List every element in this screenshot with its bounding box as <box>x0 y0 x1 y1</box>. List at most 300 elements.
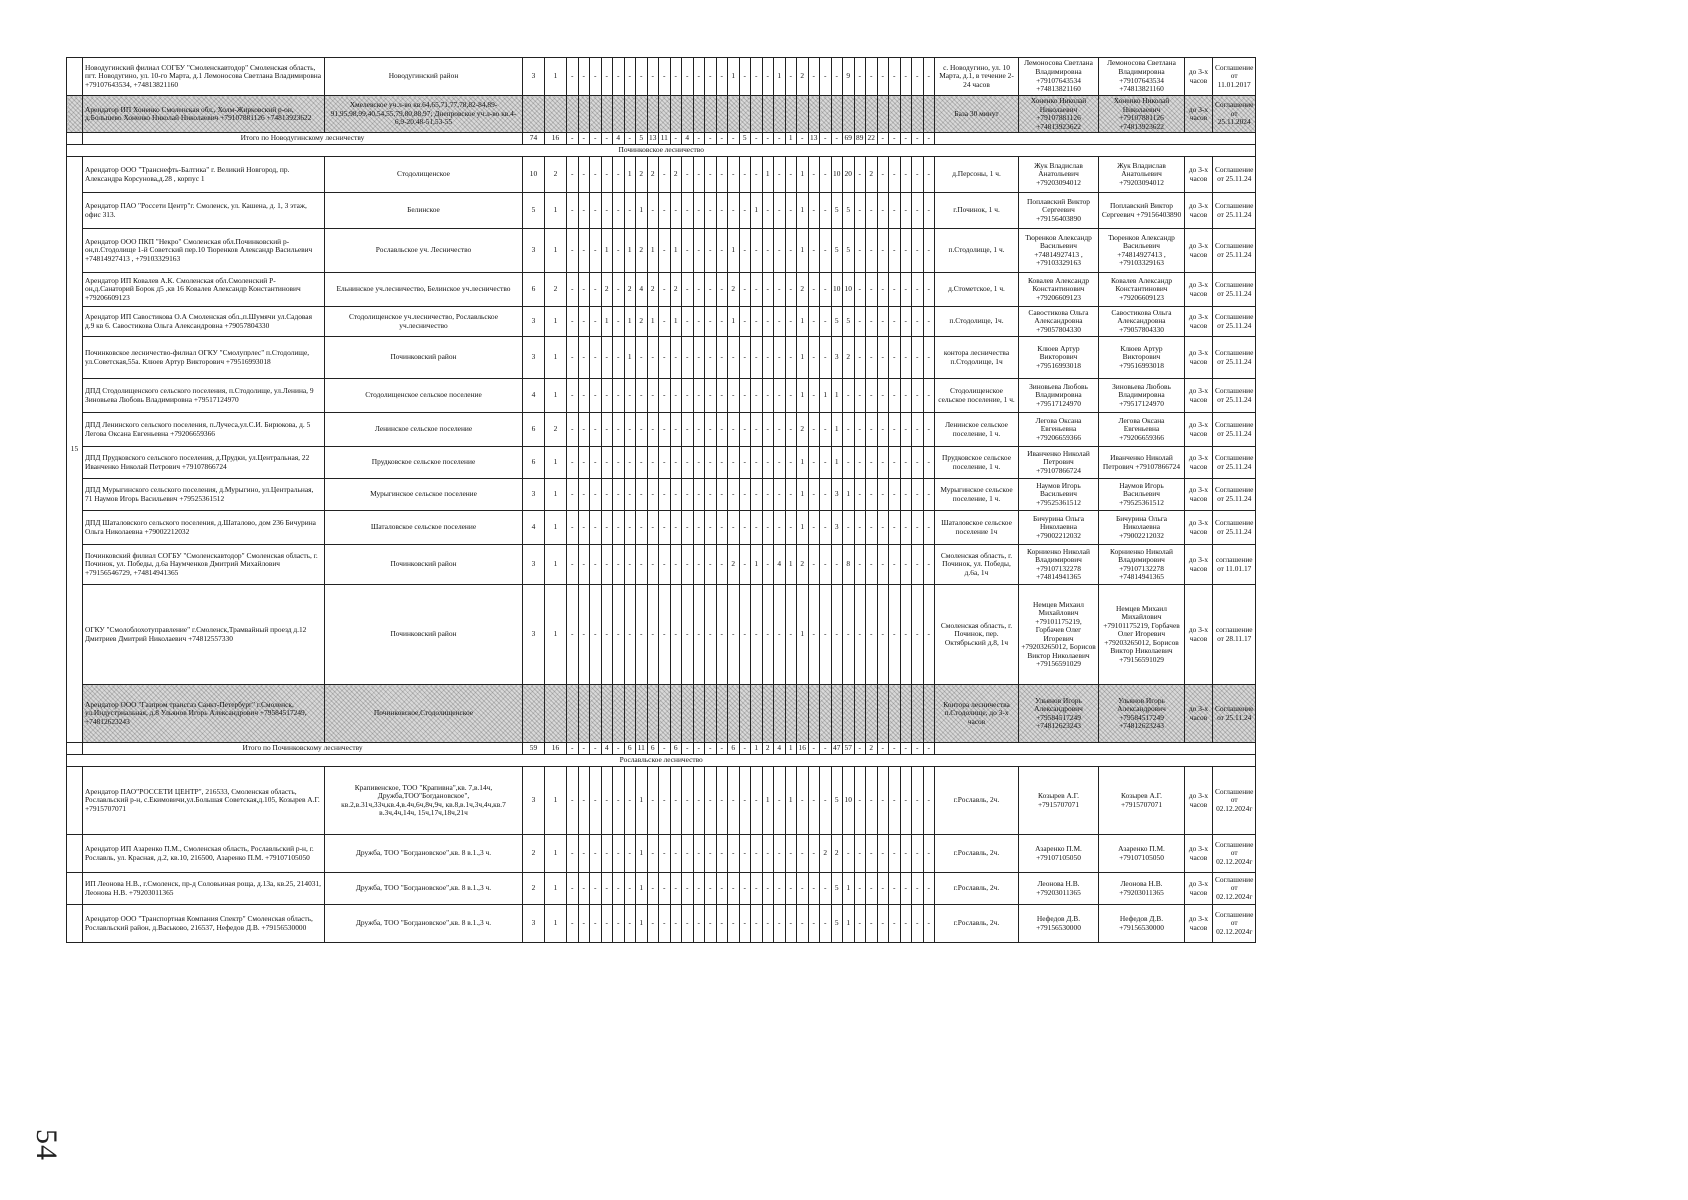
resource-count-cell: - <box>739 905 751 943</box>
arrival-time-cell: до 3-х часов <box>1185 835 1213 873</box>
resource-count-cell: - <box>682 511 694 545</box>
resource-count-cell: - <box>866 58 878 96</box>
resource-count-cell: 2 <box>601 273 613 307</box>
contact-person-cell: Жук Владислав Анатольевич +79203094012 <box>1099 157 1185 193</box>
document-sheet <box>66 57 1256 943</box>
resource-count-cell: - <box>889 835 901 873</box>
resource-count-cell: - <box>705 585 717 685</box>
resource-count-cell: - <box>590 905 602 943</box>
resource-count-cell: 1 <box>797 157 809 193</box>
resource-count-cell: - <box>647 58 659 96</box>
responsible-person-cell: Ковалев Александр Константинович +79206609123 <box>1019 273 1099 307</box>
area-cell: Дружба, ТОО "Богдановское",кв. 8 в.1.,3 ч. <box>325 905 523 943</box>
resource-count-cell: - <box>820 511 832 545</box>
resource-count-cell: - <box>912 157 924 193</box>
total-count-cell: 2 <box>866 743 878 755</box>
resource-count-cell: 6 <box>523 413 545 447</box>
arrival-time-cell: до 3-х часов <box>1185 307 1213 337</box>
area-cell: Дружба, ТОО "Богдановское",кв. 8 в.1.,3 ч. <box>325 835 523 873</box>
resource-count-cell: - <box>866 873 878 905</box>
resource-count-cell: 3 <box>831 337 843 379</box>
resource-count-cell: 2 <box>843 337 855 379</box>
resource-count-cell: - <box>659 157 671 193</box>
resource-count-cell: - <box>877 905 889 943</box>
resource-count-cell: - <box>693 511 705 545</box>
row-number-cell <box>67 873 83 905</box>
resource-count-cell: - <box>659 479 671 511</box>
resource-count-cell: - <box>877 585 889 685</box>
resource-count-cell: 1 <box>636 873 648 905</box>
resource-count-cell: - <box>900 58 912 96</box>
resource-count-cell: 3 <box>523 229 545 273</box>
resource-count-cell: - <box>636 585 648 685</box>
resource-count-cell: 10 <box>831 273 843 307</box>
resource-count-cell: - <box>613 157 625 193</box>
contact-person-cell: Клюев Артур Викторович +79516993018 <box>1099 337 1185 379</box>
resource-count-cell: - <box>613 479 625 511</box>
total-count-cell: - <box>900 743 912 755</box>
table-row <box>67 157 1256 193</box>
resource-count-cell: - <box>751 447 763 479</box>
resource-count-cell <box>831 685 843 743</box>
organization-cell: ДПД Мурыгинского сельского поселения, д.Мурыгино, ул.Центральная, 71 Наумов Игорь Васильевич +79525361512 <box>83 479 325 511</box>
location-cell: д.Персоны, 1 ч. <box>935 157 1019 193</box>
resource-count-cell: - <box>866 905 878 943</box>
resource-count-cell: - <box>774 447 786 479</box>
resource-count-cell: - <box>854 193 866 229</box>
organization-cell: Арендатор ИП Ковалев А.К. Смоленская обл.Смоленский Р-он,д.Санаторий Борок д5 ,кв 16 Ковалев Александр Константинович +79206609123 <box>83 273 325 307</box>
resource-count-cell: - <box>716 229 728 273</box>
organization-cell: ДПД Ленинского сельского поселения, п.Лучеса,ул.С.И. Бирюкова, д. 5 Легова Оксана Евгеньевна +79206659366 <box>83 413 325 447</box>
resource-count-cell: - <box>601 337 613 379</box>
resource-count-cell: - <box>578 307 590 337</box>
responsible-person-cell: Немцев Михаил Михайлович +79101175219, Горбачев Олег Игоревич +79203265012, Борисов Виктор Николаевич +79156591029 <box>1019 585 1099 685</box>
resource-count-cell: - <box>808 307 820 337</box>
table-row <box>67 873 1256 905</box>
resource-count-cell <box>613 685 625 743</box>
agreement-cell: Соглашение от 11.01.2017 <box>1213 58 1256 96</box>
resource-count-cell <box>751 685 763 743</box>
resource-count-cell: - <box>762 413 774 447</box>
resource-count-cell: - <box>624 447 636 479</box>
resource-count-cell: 3 <box>523 905 545 943</box>
responsible-person-cell: Леонова Н.В. +79203011365 <box>1019 873 1099 905</box>
resource-count-cell: - <box>590 229 602 273</box>
resource-count-cell: - <box>877 511 889 545</box>
resource-count-cell: - <box>578 545 590 585</box>
resource-count-cell: - <box>889 379 901 413</box>
resource-count-cell <box>613 96 625 133</box>
resource-count-cell: - <box>624 585 636 685</box>
resource-count-cell: - <box>854 337 866 379</box>
resource-count-cell: - <box>728 157 740 193</box>
responsible-person-cell: Корниенко Николай Владимирович +79107132278 +74814941365 <box>1019 545 1099 585</box>
resource-count-cell: - <box>820 307 832 337</box>
section-title-cell: Починковское лесничество <box>67 145 1256 157</box>
resource-count-cell: - <box>854 835 866 873</box>
resource-count-cell: 2 <box>797 413 809 447</box>
location-cell: г.Рославль, 2ч. <box>935 905 1019 943</box>
resource-count-cell: 5 <box>831 307 843 337</box>
resource-count-cell: - <box>889 511 901 545</box>
resource-count-cell: 5 <box>523 193 545 229</box>
resource-count-cell: - <box>705 193 717 229</box>
total-row <box>67 133 1256 145</box>
resource-count-cell <box>601 685 613 743</box>
area-cell: Стодолищенское <box>325 157 523 193</box>
resource-count-cell: - <box>705 413 717 447</box>
resource-count-cell: - <box>716 447 728 479</box>
resource-count-cell: - <box>728 479 740 511</box>
resource-count-cell <box>647 96 659 133</box>
resource-count-cell: - <box>808 545 820 585</box>
resource-count-cell: - <box>785 273 797 307</box>
contact-person-cell: Хоненко Николай Николаевич +79107881126 +74813923622 <box>1099 96 1185 133</box>
resource-count-cell: 3 <box>523 307 545 337</box>
table-row <box>67 229 1256 273</box>
resource-count-cell: - <box>912 479 924 511</box>
resource-count-cell: - <box>820 905 832 943</box>
resource-count-cell: - <box>624 905 636 943</box>
table-row <box>67 413 1256 447</box>
resource-count-cell: 1 <box>751 193 763 229</box>
row-number-cell <box>67 133 83 145</box>
table-row <box>67 273 1256 307</box>
resource-count-cell: - <box>613 58 625 96</box>
resource-count-cell: - <box>659 873 671 905</box>
resource-count-cell: - <box>716 873 728 905</box>
resource-count-cell: 2 <box>636 307 648 337</box>
resource-count-cell: - <box>889 307 901 337</box>
resource-count-cell: - <box>693 905 705 943</box>
resource-count-cell: - <box>716 545 728 585</box>
resource-count-cell: 4 <box>523 511 545 545</box>
table-row <box>67 585 1256 685</box>
resource-count-cell: - <box>923 873 935 905</box>
resource-count-cell: - <box>808 157 820 193</box>
resource-count-cell: 6 <box>523 447 545 479</box>
resource-count-cell: - <box>693 273 705 307</box>
organization-cell: ИП Леонова Н.В., г.Смоленск, пр-д Соловьиная роща, д.13а, кв.25, 214031, Леонова Н.В. +79203011365 <box>83 873 325 905</box>
resource-count-cell: 20 <box>843 157 855 193</box>
contact-person-cell: Ковалев Александр Константинович +79206609123 <box>1099 273 1185 307</box>
resource-count-cell: - <box>567 767 579 835</box>
resource-count-cell: - <box>785 479 797 511</box>
resource-count-cell: - <box>590 585 602 685</box>
resource-count-cell: 1 <box>797 479 809 511</box>
organization-cell: Арендатор ООО "Газпром трансгаз Санкт-Петербург" г.Смоленск, ул.Индустриальная, д.8 Ульянов Игорь Александрович +79584517249, +74812623243 <box>83 685 325 743</box>
area-cell: Стодолищенское уч.лесничество, Рославльское уч.лесничество <box>325 307 523 337</box>
resource-count-cell: - <box>578 873 590 905</box>
resource-count-cell: 2 <box>728 545 740 585</box>
area-cell: Новодугинский район <box>325 58 523 96</box>
resource-count-cell <box>705 685 717 743</box>
organization-cell: Починковский филиал СОГБУ "Смоленскавтодор" Смоленская область, г. Починок, ул. Победы, д.6а Наумченков Дмитрий Михайлович +79156546729, +74814941365 <box>83 545 325 585</box>
total-count-cell: - <box>705 743 717 755</box>
total-count-cell: - <box>900 133 912 145</box>
resource-count-cell: - <box>751 229 763 273</box>
arrival-time-cell: до 3-х часов <box>1185 767 1213 835</box>
resource-count-cell: - <box>820 545 832 585</box>
total-count-cell: 13 <box>808 133 820 145</box>
resource-count-cell: - <box>774 379 786 413</box>
resource-count-cell: - <box>670 905 682 943</box>
total-count-cell: - <box>659 743 671 755</box>
resource-count-cell: - <box>774 337 786 379</box>
resource-count-cell: - <box>797 767 809 835</box>
agreement-cell: Соглашение от 25.11.24 <box>1213 307 1256 337</box>
resource-count-cell: - <box>716 193 728 229</box>
resource-count-cell: - <box>567 193 579 229</box>
agreement-cell: Соглашение от 02.12.2024г <box>1213 873 1256 905</box>
resource-count-cell: 3 <box>523 337 545 379</box>
resource-count-cell <box>808 96 820 133</box>
organization-cell: Арендатор ООО "Транспортная Компания Спектр" Смоленская область, Рославльский район, д.Васьково, 216537, Нефедов Д.В. +79156530000 <box>83 905 325 943</box>
resource-count-cell: - <box>877 273 889 307</box>
resource-count-cell: - <box>659 447 671 479</box>
resource-count-cell: - <box>716 379 728 413</box>
area-cell: Починковский район <box>325 545 523 585</box>
resource-count-cell: - <box>705 58 717 96</box>
resource-count-cell: - <box>682 307 694 337</box>
resource-count-cell: - <box>739 511 751 545</box>
resource-count-cell: - <box>716 835 728 873</box>
resource-count-cell: - <box>923 767 935 835</box>
resource-count-cell: - <box>866 273 878 307</box>
resource-count-cell: 2 <box>728 273 740 307</box>
resource-count-cell: - <box>659 585 671 685</box>
contact-person-cell: Савостикова Ольга Александровна +79057804330 <box>1099 307 1185 337</box>
area-cell: Стодолищенское сельское поселение <box>325 379 523 413</box>
organization-cell: ДПД Стодолищенского сельского поселения, п.Стодолище, ул.Ленина, 9 Зиновьева Любовь Владимировна +79517124970 <box>83 379 325 413</box>
resource-count-cell: 1 <box>545 379 567 413</box>
resource-count-cell: - <box>900 273 912 307</box>
resource-count-cell: - <box>728 835 740 873</box>
total-count-cell: - <box>728 133 740 145</box>
resource-count-cell: - <box>843 447 855 479</box>
total-count-cell: 1 <box>751 743 763 755</box>
table-row <box>67 905 1256 943</box>
resource-count-cell: - <box>567 511 579 545</box>
contact-person-cell: Немцев Михаил Михайлович +79101175219, Горбачев Олег Игоревич +79203265012, Борисов Виктор Николаевич +79156591029 <box>1099 585 1185 685</box>
resource-count-cell: - <box>647 379 659 413</box>
resource-count-cell <box>831 96 843 133</box>
resource-count-cell: 1 <box>728 58 740 96</box>
resource-count-cell: - <box>854 511 866 545</box>
resource-count-cell: - <box>693 229 705 273</box>
resource-count-cell: 1 <box>797 307 809 337</box>
resource-count-cell: - <box>900 379 912 413</box>
resource-count-cell <box>601 96 613 133</box>
page-number: 54 <box>30 1129 63 1161</box>
resource-count-cell: - <box>854 58 866 96</box>
resource-count-cell: - <box>877 447 889 479</box>
resource-count-cell: - <box>808 767 820 835</box>
resource-count-cell: - <box>670 511 682 545</box>
resource-count-cell: - <box>728 511 740 545</box>
agreement-cell: Соглашение от 25.11.2024 <box>1213 96 1256 133</box>
area-cell: Мурыгинское сельское поселение <box>325 479 523 511</box>
resource-count-cell: - <box>739 835 751 873</box>
location-cell: д.Стометское, 1 ч. <box>935 273 1019 307</box>
resource-count-cell: - <box>762 58 774 96</box>
resource-count-cell: - <box>820 585 832 685</box>
resource-count-cell: - <box>866 193 878 229</box>
resource-count-cell: - <box>682 767 694 835</box>
resource-count-cell: - <box>808 193 820 229</box>
resource-count-cell: - <box>889 58 901 96</box>
total-count-cell: - <box>613 743 625 755</box>
resource-count-cell: - <box>636 447 648 479</box>
resource-count-cell <box>567 96 579 133</box>
resource-count-cell: - <box>900 229 912 273</box>
resource-count-cell: 2 <box>647 157 659 193</box>
resource-count-cell: - <box>854 545 866 585</box>
resource-count-cell: 3 <box>831 479 843 511</box>
agreement-cell: Соглашение от 25.11.24 <box>1213 479 1256 511</box>
resource-count-cell: - <box>647 337 659 379</box>
resource-count-cell: - <box>601 193 613 229</box>
resource-count-cell: - <box>647 545 659 585</box>
resource-count-cell: - <box>923 447 935 479</box>
location-cell: Смоленская область, г. Починок, пер. Октябрьский д.8, 1ч <box>935 585 1019 685</box>
resource-count-cell: - <box>705 835 717 873</box>
resource-count-cell: 1 <box>647 229 659 273</box>
table-row <box>67 379 1256 413</box>
resource-count-cell: - <box>854 273 866 307</box>
resource-count-cell: - <box>647 479 659 511</box>
responsible-person-cell: Ульянов Игорь Александрович +79584517249 +74812623243 <box>1019 685 1099 743</box>
resource-count-cell: 2 <box>797 273 809 307</box>
resource-count-cell: - <box>578 58 590 96</box>
resource-count-cell: - <box>659 193 671 229</box>
resource-count-cell: 5 <box>843 307 855 337</box>
resource-count-cell: - <box>739 307 751 337</box>
responsible-person-cell: Азаренко П.М. +79107105050 <box>1019 835 1099 873</box>
resource-count-cell: - <box>693 447 705 479</box>
resource-count-cell: - <box>567 905 579 943</box>
resource-count-cell: - <box>889 157 901 193</box>
resource-count-cell: 8 <box>843 545 855 585</box>
resource-count-cell: - <box>705 229 717 273</box>
location-cell: Смоленская область, г. Починок, ул. Победы, д.6а, 1ч <box>935 545 1019 585</box>
resource-count-cell: 1 <box>624 229 636 273</box>
resource-count-cell: - <box>613 273 625 307</box>
resource-count-cell: - <box>739 273 751 307</box>
resource-count-cell: - <box>682 413 694 447</box>
resource-count-cell: - <box>854 585 866 685</box>
resource-count-cell: - <box>567 585 579 685</box>
resource-count-cell: - <box>785 229 797 273</box>
resource-count-cell: 2 <box>523 835 545 873</box>
total-count-cell: - <box>693 133 705 145</box>
resource-count-cell <box>762 96 774 133</box>
resource-count-cell: - <box>636 58 648 96</box>
resource-count-cell: - <box>682 545 694 585</box>
resource-count-cell <box>739 96 751 133</box>
contact-person-cell: Нефедов Д.В. +79156530000 <box>1099 905 1185 943</box>
total-count-cell: 1 <box>785 743 797 755</box>
resource-count-cell: - <box>601 413 613 447</box>
resource-count-cell: 2 <box>636 229 648 273</box>
resource-count-cell: - <box>739 413 751 447</box>
resource-count-cell <box>716 96 728 133</box>
arrival-time-cell: до 3-х часов <box>1185 379 1213 413</box>
resource-count-cell: - <box>923 905 935 943</box>
resource-count-cell: - <box>785 511 797 545</box>
resource-count-cell: - <box>590 413 602 447</box>
resource-count-cell: - <box>578 511 590 545</box>
resource-count-cell: - <box>889 479 901 511</box>
resource-count-cell <box>578 685 590 743</box>
total-count-cell: 59 <box>523 743 545 755</box>
resource-count-cell: - <box>900 447 912 479</box>
resource-count-cell: - <box>647 905 659 943</box>
arrival-time-cell: до 3-х часов <box>1185 58 1213 96</box>
resource-count-cell: - <box>670 835 682 873</box>
resource-count-cell: - <box>682 585 694 685</box>
resource-count-cell: 1 <box>785 545 797 585</box>
resource-count-cell: - <box>762 273 774 307</box>
resource-count-cell: - <box>889 413 901 447</box>
resource-count-cell: - <box>739 479 751 511</box>
table-row <box>67 479 1256 511</box>
resource-count-cell: - <box>659 835 671 873</box>
resource-count-cell: - <box>601 447 613 479</box>
resource-count-cell: 9 <box>843 58 855 96</box>
total-count-cell: - <box>762 133 774 145</box>
resource-count-cell: - <box>762 905 774 943</box>
agreement-cell: Соглашение от 25.11.24 <box>1213 379 1256 413</box>
contact-person-cell: Козырев А.Г. +7915707071 <box>1099 767 1185 835</box>
location-cell: Контора лесничества п.Стодолище, до 3-х часов <box>935 685 1019 743</box>
resource-count-cell: 1 <box>797 447 809 479</box>
total-count-cell: - <box>739 743 751 755</box>
resource-count-cell <box>854 96 866 133</box>
table-row <box>67 58 1256 96</box>
total-count-cell: - <box>567 743 579 755</box>
resource-count-cell: - <box>647 413 659 447</box>
resource-count-cell: 2 <box>545 273 567 307</box>
total-count-cell: 11 <box>636 743 648 755</box>
resource-count-cell: - <box>808 479 820 511</box>
resource-count-cell: - <box>900 767 912 835</box>
resource-count-cell: - <box>567 58 579 96</box>
resource-count-cell: - <box>601 905 613 943</box>
total-count-cell: - <box>820 743 832 755</box>
resource-count-cell: - <box>739 193 751 229</box>
resource-count-cell: - <box>567 379 579 413</box>
contact-person-cell: Лемоносова Светлана Владимировна +79107643534 +74813821160 <box>1099 58 1185 96</box>
organization-cell: Арендатор ООО ПКП "Некро" Смоленская обл.Починковский р-он,п.Стодолище 1-й Советский пер.10 Тюренков Александр Васильевич +74814927413 , +79103329163 <box>83 229 325 273</box>
resource-count-cell: - <box>785 307 797 337</box>
resource-count-cell: - <box>590 479 602 511</box>
resource-count-cell: 5 <box>843 193 855 229</box>
resource-count-cell: - <box>567 835 579 873</box>
resource-count-cell: - <box>808 413 820 447</box>
resource-count-cell: - <box>843 585 855 685</box>
agreement-cell: Соглашение от 25.11.24 <box>1213 273 1256 307</box>
resource-count-cell: 1 <box>820 379 832 413</box>
resource-count-cell: - <box>785 873 797 905</box>
resource-count-cell: - <box>578 835 590 873</box>
resource-count-cell: - <box>705 479 717 511</box>
organization-cell: Арендатор ИП Савостикова О.А Смоленская обл.,п.Шумячи ул.Садовая д.9 кв 6. Савостикова Ольга Александровна +79057804330 <box>83 307 325 337</box>
resource-count-cell: - <box>659 307 671 337</box>
resource-count-cell: - <box>739 545 751 585</box>
resource-count-cell: - <box>705 767 717 835</box>
organization-cell: Арендатор ПАО"РОССЕТИ ЦЕНТР", 216533, Смоленская область, Рославльский р-н, с.Екимовичи,ул.Большая Советская,д.105, Козырев А.Г. +7915707071 <box>83 767 325 835</box>
